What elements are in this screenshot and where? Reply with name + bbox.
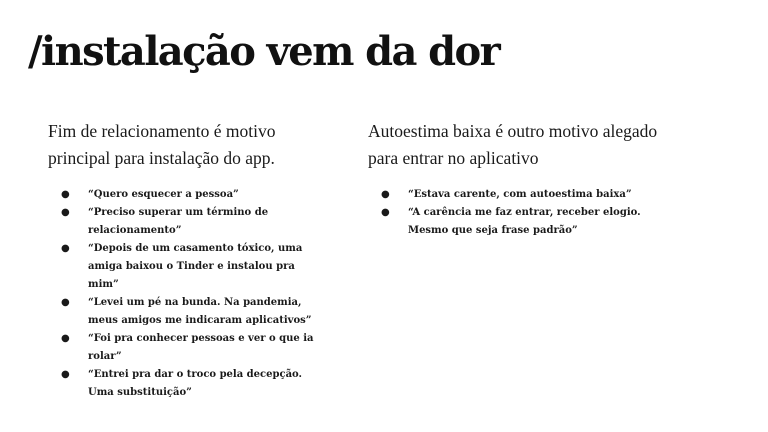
bullet-text: “Levei um pé na bunda. Na pandemia, meus amigos me indicaram aplicativos” (88, 297, 312, 326)
bullet-text: “A carência me faz entrar, receber elogio. Mesmo que seja frase padrão” (408, 207, 641, 236)
right-column (368, 118, 668, 236)
bullet-icon: ● (61, 243, 70, 254)
bullet-text: “Foi pra conhecer pessoas e ver o que ia rolar” (88, 333, 314, 362)
list-item (61, 204, 323, 240)
bullet-icon: ● (61, 189, 70, 200)
list-item (381, 186, 661, 204)
list-item (61, 330, 323, 366)
left-bullet-list (61, 186, 323, 402)
bullet-icon: ● (61, 369, 70, 380)
list-item (61, 240, 323, 294)
list-item (381, 204, 661, 240)
list-item (61, 294, 323, 330)
right-bullet-list (381, 186, 661, 240)
bullet-text: “Estava carente, com autoestima baixa” (408, 189, 632, 200)
bullet-icon: ● (61, 333, 70, 344)
bullet-text: “Quero esquecer a pessoa” (88, 189, 239, 200)
bullet-icon: ● (381, 207, 390, 218)
left-column-heading: Fim de relacionamento é motivo principal para instalação do app. (48, 121, 276, 168)
bullet-text: “Preciso superar um término de relacionamento” (88, 207, 269, 236)
list-item (61, 366, 323, 402)
bullet-text: “Depois de um casamento tóxico, uma amiga baixou o Tinder e instalou pra mim” (88, 243, 303, 290)
bullet-text: “Entrei pra dar o troco pela decepção. Uma substituição” (88, 369, 303, 398)
bullet-icon: ● (61, 207, 70, 218)
bullet-icon: ● (61, 297, 70, 308)
slide-title: /instalação vem da dor (28, 28, 500, 75)
bullet-icon: ● (381, 189, 390, 200)
right-column-heading: Autoestima baixa é outro motivo alegado para entrar no aplicativo (368, 121, 658, 168)
list-item (61, 186, 323, 204)
left-column (48, 118, 338, 398)
